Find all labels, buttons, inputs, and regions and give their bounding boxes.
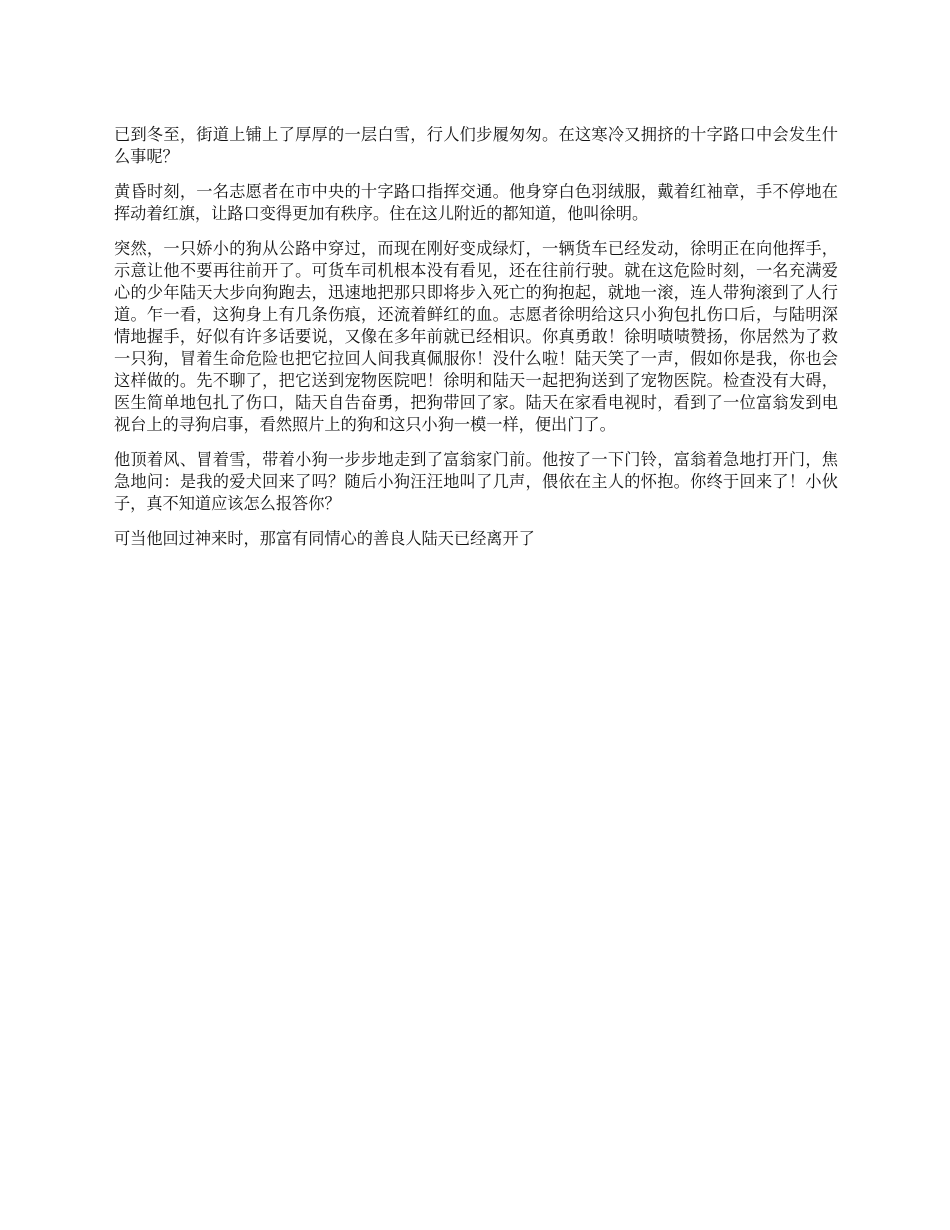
paragraph-3: 突然，一只娇小的狗从公路中穿过，而现在刚好变成绿灯，一辆货车已经发动，徐明正在向他挥手，示意让他不要再往前开了。可货车司机根本没有看见，还在往前行驶。就在这危险时刻，一名充满爱心的少年陆天大步向狗跑去，迅速地把那只即将步入死亡的狗抱起，就地一滚，连人带狗滚到了人行道。乍一看，这狗身上有几条伤痕，还流着鲜红的血。志愿者徐明给这只小狗包扎伤口后，与陆明深情地握手，好似有许多话要说，又像在多年前就已经相识。你真勇敢！徐明啧啧赞扬，你居然为了救一只狗，冒着生命危险也把它拉回人间我真佩服你！没什么啦！陆天笑了一声，假如你是我，你也会这样做的。先不聊了，把它送到宠物医院吧！徐明和陆天一起把狗送到了宠物医院。检查没有大碍，医生简单地包扎了伤口，陆天自告奋勇，把狗带回了家。陆天在家看电视时，看到了一位富翁发到电视台上的寻狗启事，看然照片上的狗和这只小狗一模一样，便出门了。 [114,239,838,434]
paragraph-2: 黄昏时刻，一名志愿者在市中央的十字路口指挥交通。他身穿白色羽绒服，戴着红袖章，手不停地在挥动着红旗，让路口变得更加有秩序。住在这儿附近的都知道，他叫徐明。 [114,182,838,223]
paragraph-4: 他顶着风、冒着雪，带着小狗一步步地走到了富翁家门前。他按了一下门铃，富翁着急地打开门，焦急地问：是我的爱犬回来了吗？随后小狗汪汪地叫了几声，偎依在主人的怀抱。你终于回来了！小伙子，真不知道应该怎么报答你？ [114,450,838,513]
paragraph-1: 已到冬至，街道上铺上了厚厚的一层白雪，行人们步履匆匆。在这寒冷又拥挤的十字路口中会发生什么事呢？ [114,125,838,166]
paragraph-5: 可当他回过神来时，那富有同情心的善良人陆天已经离开了 [114,529,535,548]
document-page [114,124,838,563]
